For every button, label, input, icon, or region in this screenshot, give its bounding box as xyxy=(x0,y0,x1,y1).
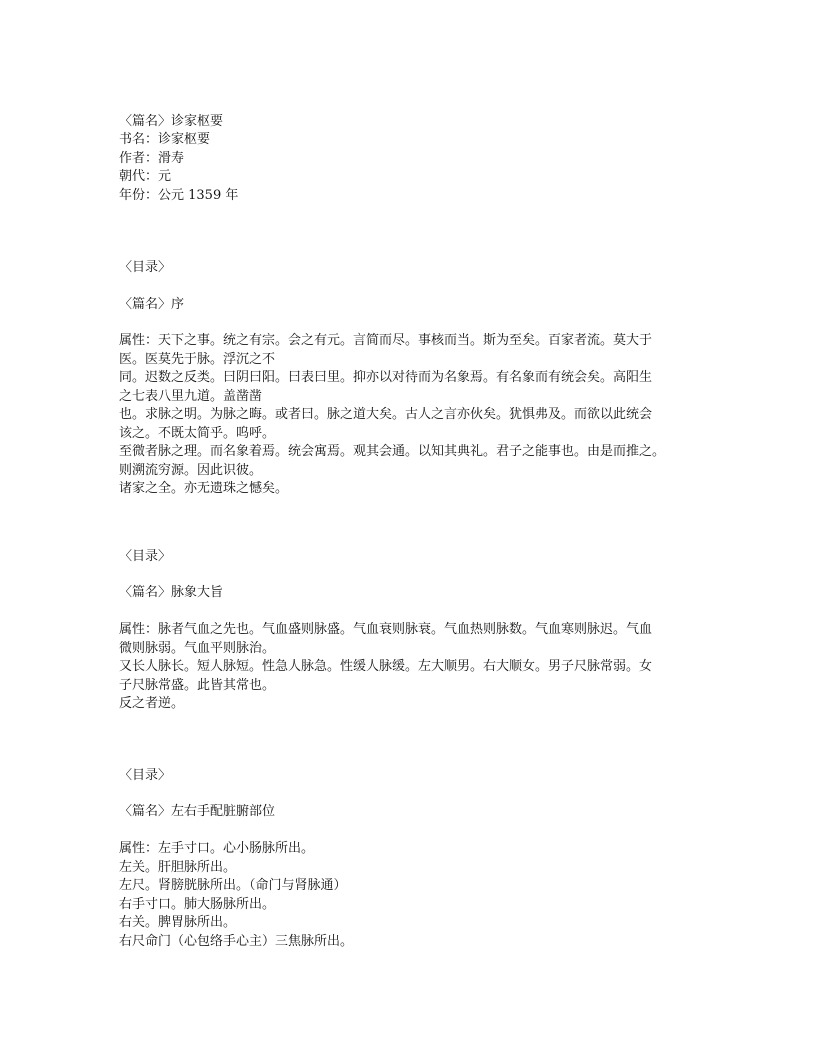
toc-link: 〈目录〉 xyxy=(119,260,172,275)
year: 年份：公元 1359 年 xyxy=(119,188,239,203)
section-text-line: 属性：左手寸口。心小肠脉所出。 xyxy=(119,841,315,856)
section-text-line: 反之者逆。 xyxy=(119,696,185,711)
section-text-line: 又长人脉长。短人脉短。性急人脉急。性缓人脉缓。左大顺男。右大顺女。男子尺脉常弱。女 xyxy=(119,659,653,674)
section-text-line: 左尺。肾膀胱脉所出。（命门与肾脉通） xyxy=(119,878,347,893)
section-text-line: 该之。不既太简乎。呜呼。 xyxy=(119,425,276,441)
book-name: 书名：诊家枢要 xyxy=(119,132,211,147)
dynasty: 朝代：元 xyxy=(119,169,172,184)
author: 作者：滑寿 xyxy=(119,151,185,166)
section-text-line: 医。医莫先于脉。浮沉之不 xyxy=(119,351,276,367)
section-text-line: 也。求脉之明。为脉之晦。或者曰。脉之道大矣。古人之言亦伙矣。犹惧弗及。而欲以此统会 xyxy=(119,407,653,422)
section-title: 〈篇名〉序 xyxy=(119,297,185,312)
section-text-line: 属性：天下之事。统之有宗。会之有元。言简而尽。事核而当。斯为至矣。百家者流。莫大于 xyxy=(119,333,653,348)
section-text-line: 则溯流穷源。因此识彼。 xyxy=(119,462,263,478)
section-text-line: 微则脉弱。气血平则脉治。 xyxy=(119,640,276,656)
section-text-line: 同。迟数之反类。曰阴曰阳。曰表曰里。抑亦以对待而为名象焉。有名象而有统会矣。高阳生 xyxy=(119,370,653,385)
section-text-line: 右关。脾胃脉所出。 xyxy=(119,915,237,930)
section-text-line: 右手寸口。肺大肠脉所出。 xyxy=(119,896,276,912)
section-text-line: 子尺脉常盛。此皆其常也。 xyxy=(119,677,276,693)
section-title: 〈篇名〉脉象大旨 xyxy=(119,585,224,600)
section-text-line: 右尺命门（心包络手心主）三焦脉所出。 xyxy=(119,933,354,949)
section-text-line: 至微者脉之理。而名象着焉。统会寓焉。观其会通。以知其典礼。君子之能事也。由是而推之。 xyxy=(119,444,666,459)
section-title: 〈篇名〉左右手配脏腑部位 xyxy=(119,804,276,819)
section-text-line: 左关。肝胆脉所出。 xyxy=(119,859,237,875)
section-text-line: 属性：脉者气血之先也。气血盛则脉盛。气血衰则脉衰。气血热则脉数。气血寒则脉迟。气血 xyxy=(119,622,653,637)
toc-link: 〈目录〉 xyxy=(119,549,172,564)
section-text-line: 之七表八里九道。盖凿凿 xyxy=(119,388,263,404)
chapter-tag: 〈篇名〉诊家枢要 xyxy=(119,114,224,129)
section-text-line: 诸家之全。亦无遗珠之憾矣。 xyxy=(119,481,289,496)
toc-link: 〈目录〉 xyxy=(119,768,172,783)
